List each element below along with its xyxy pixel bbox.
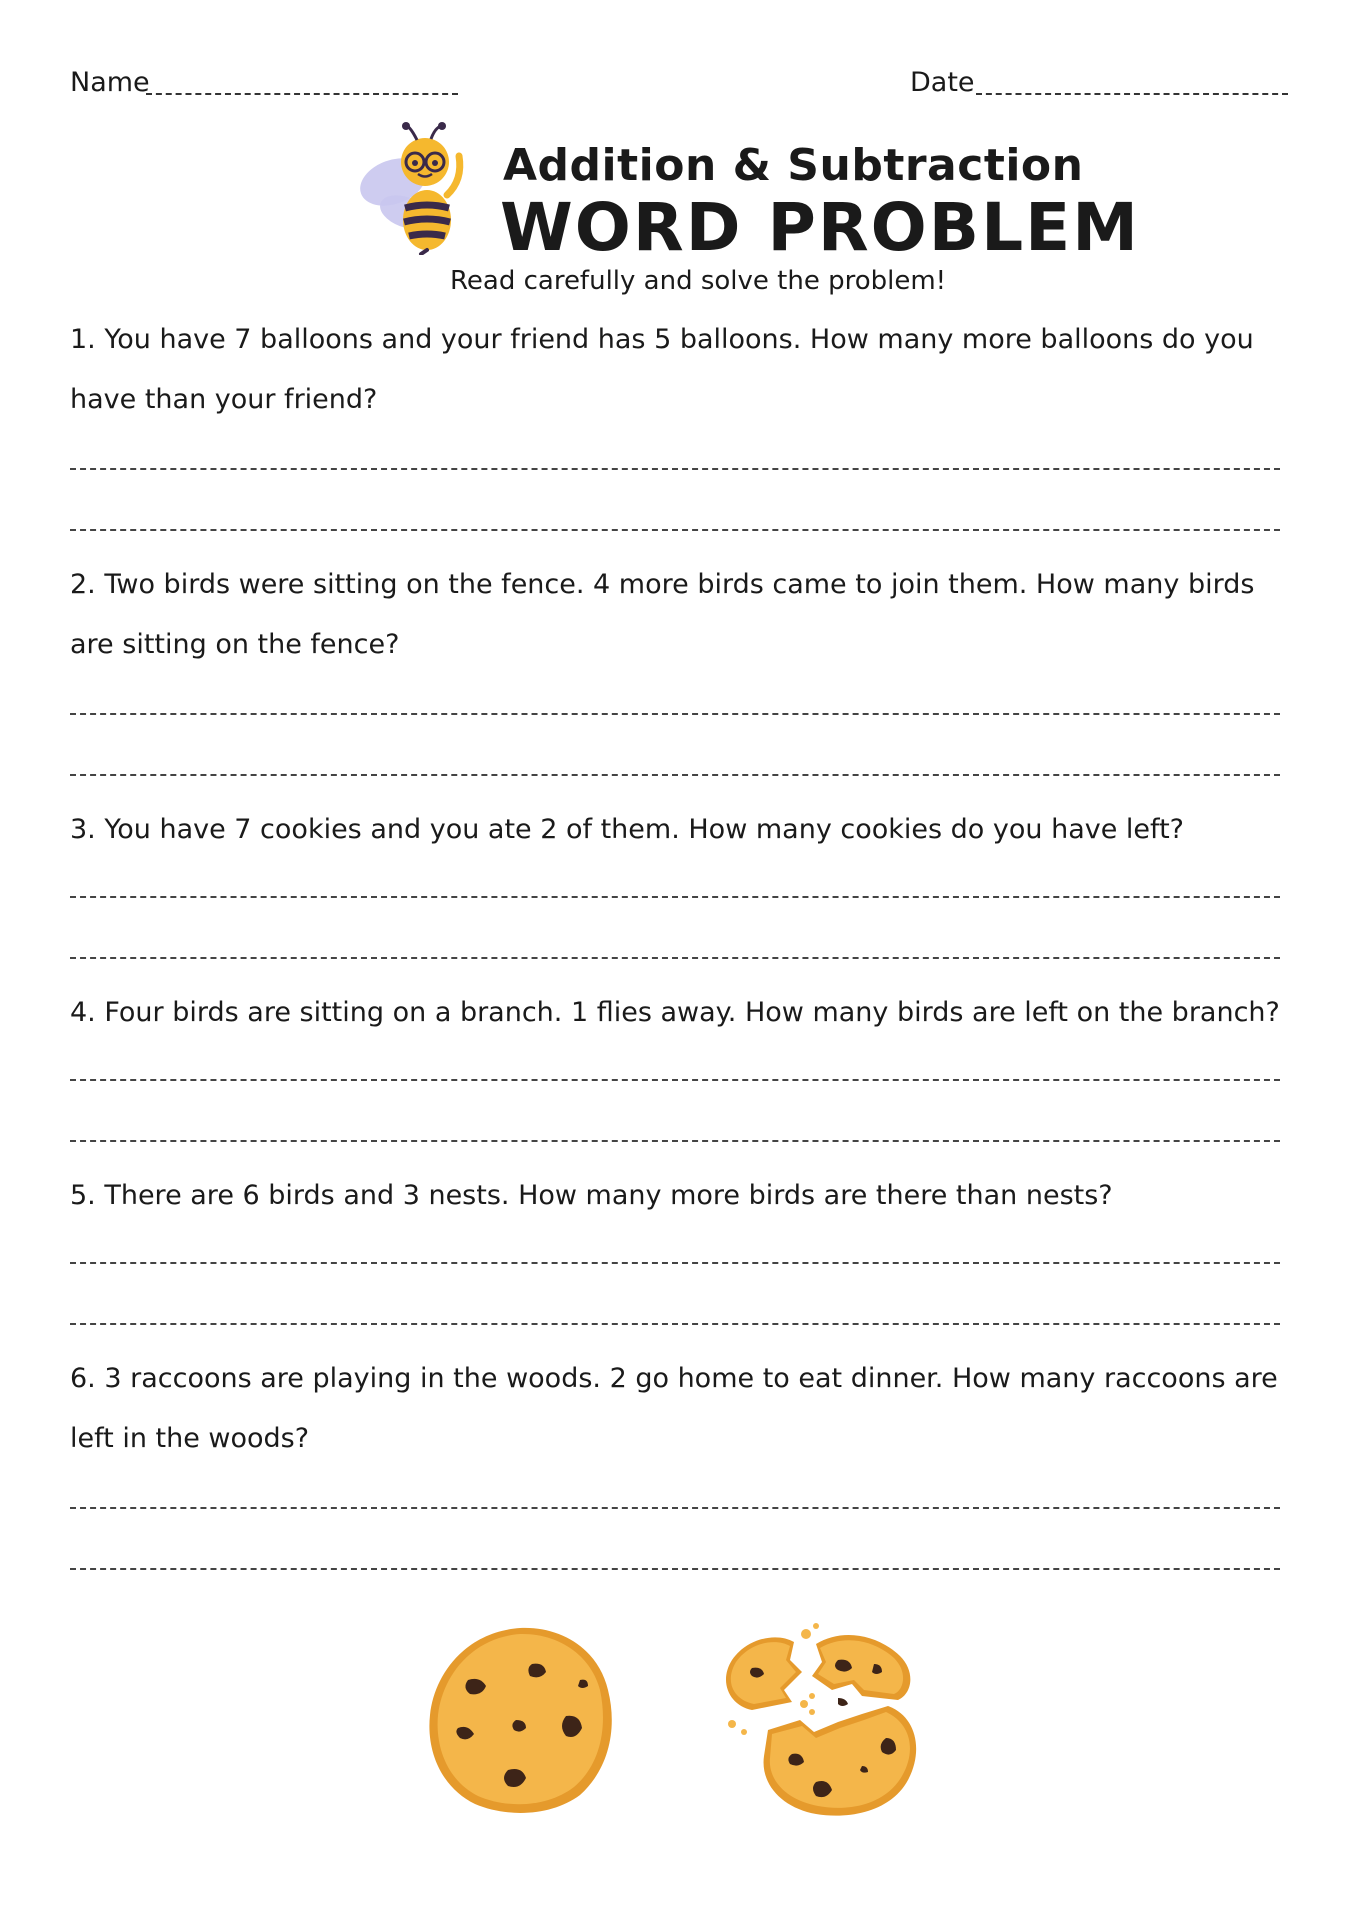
answer-line-6b[interactable] (70, 1568, 1280, 1570)
answer-line-5b[interactable] (70, 1323, 1280, 1325)
answer-line-3a[interactable] (70, 896, 1280, 898)
name-label: Name (70, 67, 150, 98)
answer-line-2b[interactable] (70, 774, 1280, 776)
title-line-2: WORD PROBLEM (500, 189, 1140, 266)
date-field[interactable] (976, 93, 1288, 95)
answer-line-2a[interactable] (70, 713, 1280, 715)
answer-line-5a[interactable] (70, 1262, 1280, 1264)
question-6: 6. 3 raccoons are playing in the woods. 2 go home to eat dinner. How many raccoons are left in the woods? (70, 1363, 1278, 1454)
question-1: 1. You have 7 balloons and your friend has 5 balloons. How many more balloons do you have than your friend? (70, 324, 1254, 415)
answer-line-3b[interactable] (70, 957, 1280, 959)
answer-line-1b[interactable] (70, 529, 1280, 531)
broken-cookie-icon (712, 1620, 932, 1820)
bee-mascot-icon (355, 120, 485, 255)
answer-line-4a[interactable] (70, 1079, 1280, 1081)
question-2: 2. Two birds were sitting on the fence. 4 more birds came to join them. How many birds are sitting on the fence? (70, 569, 1255, 660)
date-label: Date (910, 67, 975, 98)
title-line-1: Addition & Subtraction (503, 140, 1084, 191)
answer-line-1a[interactable] (70, 468, 1280, 470)
whole-cookie-icon (420, 1620, 620, 1820)
name-field[interactable] (146, 93, 458, 95)
answer-line-6a[interactable] (70, 1507, 1280, 1509)
question-3: 3. You have 7 cookies and you ate 2 of them. How many cookies do you have left? (70, 814, 1184, 845)
subtitle: Read carefully and solve the problem! (450, 266, 947, 296)
answer-line-4b[interactable] (70, 1140, 1280, 1142)
question-4: 4. Four birds are sitting on a branch. 1 flies away. How many birds are left on the branch? (70, 997, 1280, 1028)
question-5: 5. There are 6 birds and 3 nests. How many more birds are there than nests? (70, 1180, 1113, 1211)
